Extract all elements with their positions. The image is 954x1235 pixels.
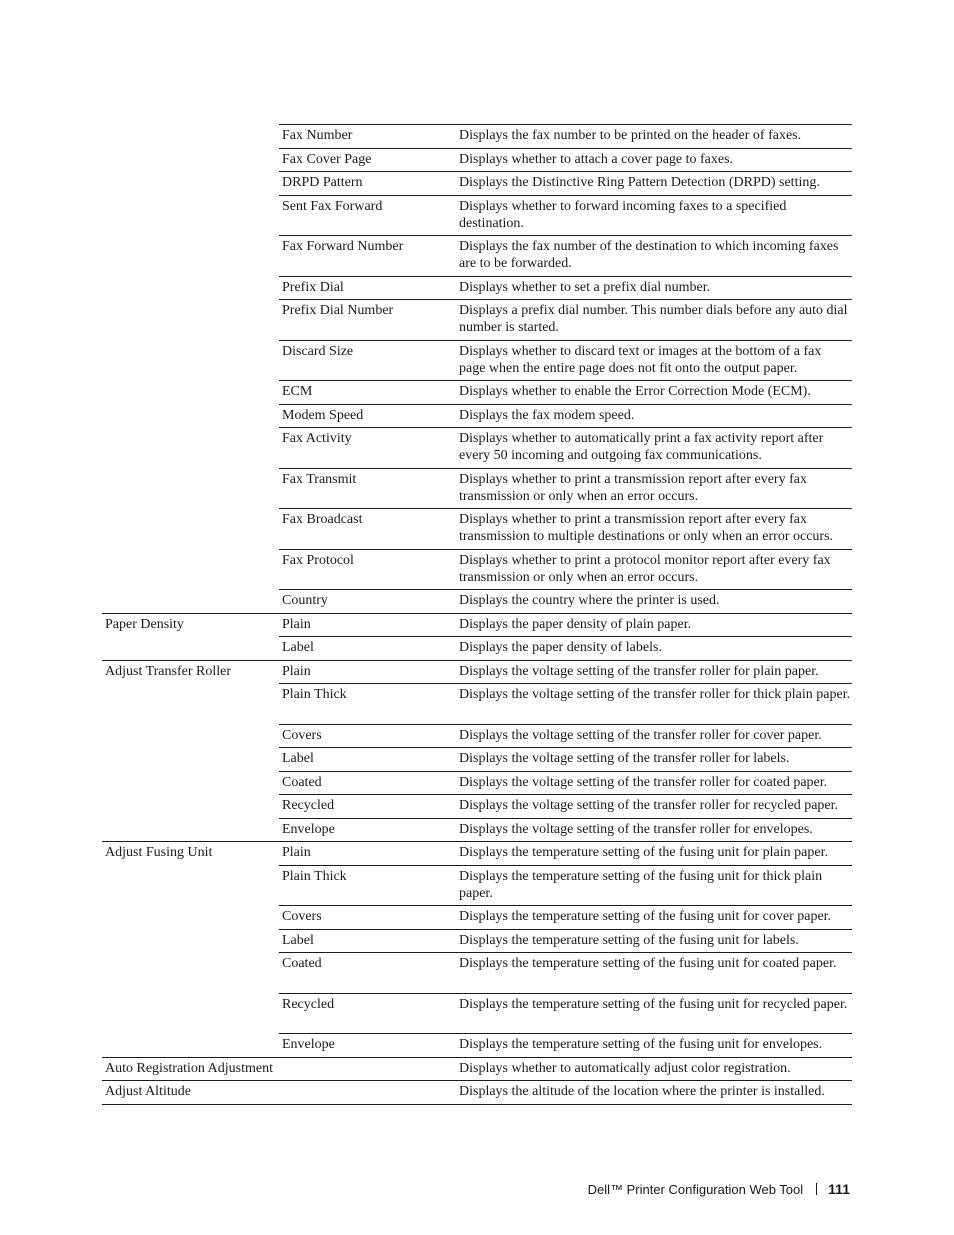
description-cell: Displays the temperature setting of the fusing unit for thick plain paper.: [459, 868, 823, 901]
table-row: [102, 841, 852, 865]
group-cell: [105, 276, 277, 279]
table-row: [102, 818, 852, 842]
group-cell: [105, 427, 277, 430]
description-cell: Displays the voltage setting of the transfer roller for thick plain paper.: [459, 687, 851, 702]
row-rule: [279, 340, 852, 341]
group-cell: [105, 235, 277, 238]
table-row: [102, 1057, 852, 1081]
item-cell: Fax Activity: [282, 431, 352, 446]
group-cell: [105, 905, 277, 908]
row-rule: [279, 952, 852, 953]
table-row: [102, 929, 852, 953]
row-rule: [279, 468, 852, 469]
group-rule: [102, 660, 852, 661]
table-row: [102, 549, 852, 590]
page-number: 111: [828, 1181, 850, 1197]
row-rule: [279, 589, 852, 590]
item-cell: Label: [282, 751, 314, 766]
item-cell: ECM: [282, 384, 313, 399]
row-rule: [279, 171, 852, 172]
table-row: [102, 724, 852, 748]
group-cell: [105, 794, 277, 797]
item-cell: Fax Broadcast: [282, 512, 363, 527]
item-cell: Fax Number: [282, 128, 353, 143]
item-cell: Prefix Dial Number: [282, 303, 394, 318]
table-row: [102, 299, 852, 340]
item-cell: Recycled: [282, 996, 335, 1012]
description-cell: Displays whether to automatically print a fax activity report after every 50 incoming and outgoing fax communications.: [459, 431, 824, 463]
table-row: [102, 235, 852, 276]
description-cell: Displays the voltage setting of the transfer roller for plain paper.: [459, 663, 819, 679]
group-rule: [102, 1057, 852, 1058]
item-cell: Prefix Dial: [282, 279, 344, 295]
item-cell: Envelope: [282, 1037, 335, 1052]
item-cell: Fax Cover Page: [282, 151, 372, 167]
table-top-rule: [279, 124, 852, 125]
table-row: [102, 276, 852, 300]
description-cell: Displays the fax number to be printed on the header of faxes.: [459, 128, 802, 143]
row-rule: [279, 929, 852, 930]
description-cell: Displays the temperature setting of the fusing unit for labels.: [459, 932, 799, 948]
row-rule: [279, 747, 852, 748]
group-cell: [105, 171, 277, 174]
group-cell: Auto Registration Adjustment: [105, 1060, 273, 1076]
table-row: [102, 747, 852, 771]
table-row: [102, 794, 852, 818]
row-rule: [279, 148, 852, 149]
item-cell: Covers: [282, 727, 322, 743]
group-cell: [105, 549, 277, 552]
item-cell: Country: [282, 593, 328, 608]
item-cell: Fax Protocol: [282, 552, 354, 568]
table-row: [102, 427, 852, 468]
row-rule: [279, 818, 852, 819]
item-cell: Coated: [282, 956, 322, 971]
group-cell: [105, 636, 277, 639]
row-rule: [279, 235, 852, 236]
group-cell: [105, 747, 277, 750]
description-cell: Displays the temperature setting of the fusing unit for envelopes.: [459, 1037, 823, 1052]
group-cell: [105, 771, 277, 774]
description-cell: Displays the country where the printer is used.: [459, 593, 720, 608]
row-rule: [279, 771, 852, 772]
table-row: [102, 613, 852, 637]
table-row: [102, 993, 852, 1034]
description-cell: Displays whether to print a transmission report after every fax transmission to multiple destinations or only when an error occurs.: [459, 512, 834, 544]
group-cell: [105, 993, 277, 996]
description-cell: Displays whether to attach a cover page to faxes.: [459, 151, 734, 167]
description-cell: Displays whether to automatically adjust color registration.: [459, 1060, 791, 1076]
group-cell: Adjust Altitude: [105, 1084, 191, 1099]
description-cell: Displays the voltage setting of the transfer roller for labels.: [459, 751, 790, 766]
table-row: [102, 683, 852, 724]
description-cell: Displays the temperature setting of the fusing unit for coated paper.: [459, 956, 837, 971]
row-rule: [279, 549, 852, 550]
description-cell: Displays the fax modem speed.: [459, 407, 635, 423]
row-rule: [279, 1033, 852, 1034]
table-row: [102, 589, 852, 613]
description-cell: Displays whether to print a transmission report after every fax transmission or only when an error occurs.: [459, 471, 807, 504]
table-row: [102, 865, 852, 906]
group-cell: Adjust Fusing Unit: [105, 845, 213, 860]
item-cell: Envelope: [282, 821, 335, 837]
table-bottom-rule: [102, 1104, 852, 1105]
group-rule: [102, 1080, 852, 1081]
description-cell: Displays the voltage setting of the transfer roller for recycled paper.: [459, 798, 839, 813]
table-row: [102, 195, 852, 236]
table-row: [102, 1033, 852, 1057]
item-cell: Sent Fax Forward: [282, 198, 383, 214]
group-rule: [102, 613, 852, 614]
row-rule: [279, 404, 852, 405]
item-cell: Plain: [282, 845, 311, 860]
item-cell: Modem Speed: [282, 407, 364, 423]
group-cell: [105, 724, 277, 727]
description-cell: Displays the temperature setting of the fusing unit for recycled paper.: [459, 996, 848, 1012]
item-cell: Plain Thick: [282, 868, 347, 884]
description-cell: Displays a prefix dial number. This number dials before any auto dial number is started.: [459, 303, 848, 335]
group-cell: [105, 148, 277, 151]
table-row: [102, 468, 852, 509]
group-cell: [105, 1033, 277, 1036]
table-row: [102, 124, 852, 148]
row-rule: [279, 724, 852, 725]
row-rule: [279, 905, 852, 906]
description-cell: Displays the paper density of plain paper.: [459, 616, 692, 632]
row-rule: [279, 636, 852, 637]
table-row: [102, 404, 852, 428]
item-cell: Label: [282, 640, 314, 655]
group-cell: [105, 340, 277, 343]
group-cell: [105, 195, 277, 198]
row-rule: [279, 865, 852, 866]
group-cell: Adjust Transfer Roller: [105, 663, 231, 679]
group-cell: [105, 818, 277, 821]
description-cell: Displays the paper density of labels.: [459, 640, 662, 655]
group-cell: [105, 124, 277, 127]
description-cell: Displays whether to print a protocol monitor report after every fax transmission or only when an error occurs.: [459, 552, 831, 585]
item-cell: Fax Transmit: [282, 471, 357, 487]
group-cell: [105, 683, 277, 686]
group-cell: [105, 589, 277, 592]
row-rule: [279, 427, 852, 428]
description-cell: Displays the voltage setting of the transfer roller for cover paper.: [459, 727, 822, 743]
table-row: [102, 771, 852, 795]
row-rule: [279, 195, 852, 196]
row-rule: [279, 683, 852, 684]
table-row: [102, 952, 852, 993]
description-cell: Displays the temperature setting of the fusing unit for plain paper.: [459, 845, 828, 860]
table-row: [102, 380, 852, 404]
row-rule: [279, 299, 852, 300]
description-cell: Displays the altitude of the location where the printer is installed.: [459, 1084, 825, 1099]
group-rule: [102, 841, 852, 842]
group-cell: [105, 468, 277, 471]
item-cell: DRPD Pattern: [282, 175, 363, 190]
group-cell: [105, 299, 277, 302]
table-row: [102, 148, 852, 172]
row-rule: [279, 993, 852, 994]
item-cell: Plain Thick: [282, 687, 347, 702]
group-cell: Paper Density: [105, 616, 184, 632]
description-cell: Displays the Distinctive Ring Pattern Detection (DRPD) setting.: [459, 175, 820, 190]
group-cell: [105, 952, 277, 955]
item-cell: Covers: [282, 909, 322, 924]
group-cell: [105, 380, 277, 383]
footer-separator: [816, 1183, 817, 1195]
row-rule: [279, 794, 852, 795]
description-cell: Displays whether to discard text or images at the bottom of a fax page when the entire page does not fit onto the output paper.: [459, 343, 822, 376]
table-row: [102, 171, 852, 195]
group-cell: [105, 508, 277, 511]
group-cell: [105, 404, 277, 407]
description-cell: Displays whether to forward incoming faxes to a specified destination.: [459, 198, 787, 231]
item-cell: Recycled: [282, 798, 335, 813]
description-cell: Displays the voltage setting of the transfer roller for coated paper.: [459, 774, 828, 790]
description-cell: Displays the fax number of the destination to which incoming faxes are to be forwarded.: [459, 239, 839, 271]
description-cell: Displays whether to set a prefix dial number.: [459, 279, 711, 295]
item-cell: Plain: [282, 616, 311, 632]
item-cell: Discard Size: [282, 343, 354, 359]
item-cell: Plain: [282, 663, 311, 679]
row-rule: [279, 508, 852, 509]
item-cell: Coated: [282, 774, 322, 790]
group-cell: [105, 929, 277, 932]
description-cell: Displays whether to enable the Error Correction Mode (ECM).: [459, 384, 811, 399]
row-rule: [279, 276, 852, 277]
description-cell: Displays the temperature setting of the fusing unit for cover paper.: [459, 909, 832, 924]
page-footer: [588, 1181, 850, 1197]
table-row: [102, 508, 852, 549]
item-cell: Label: [282, 932, 314, 948]
item-cell: Fax Forward Number: [282, 239, 404, 254]
group-cell: [105, 865, 277, 868]
table-row: [102, 660, 852, 684]
table-row: [102, 340, 852, 381]
table-row: [102, 636, 852, 660]
description-cell: Displays the voltage setting of the transfer roller for envelopes.: [459, 821, 813, 837]
table-row: [102, 905, 852, 929]
table-row: [102, 1080, 852, 1104]
footer-title: Dell™ Printer Configuration Web Tool: [587, 1182, 804, 1197]
row-rule: [279, 380, 852, 381]
